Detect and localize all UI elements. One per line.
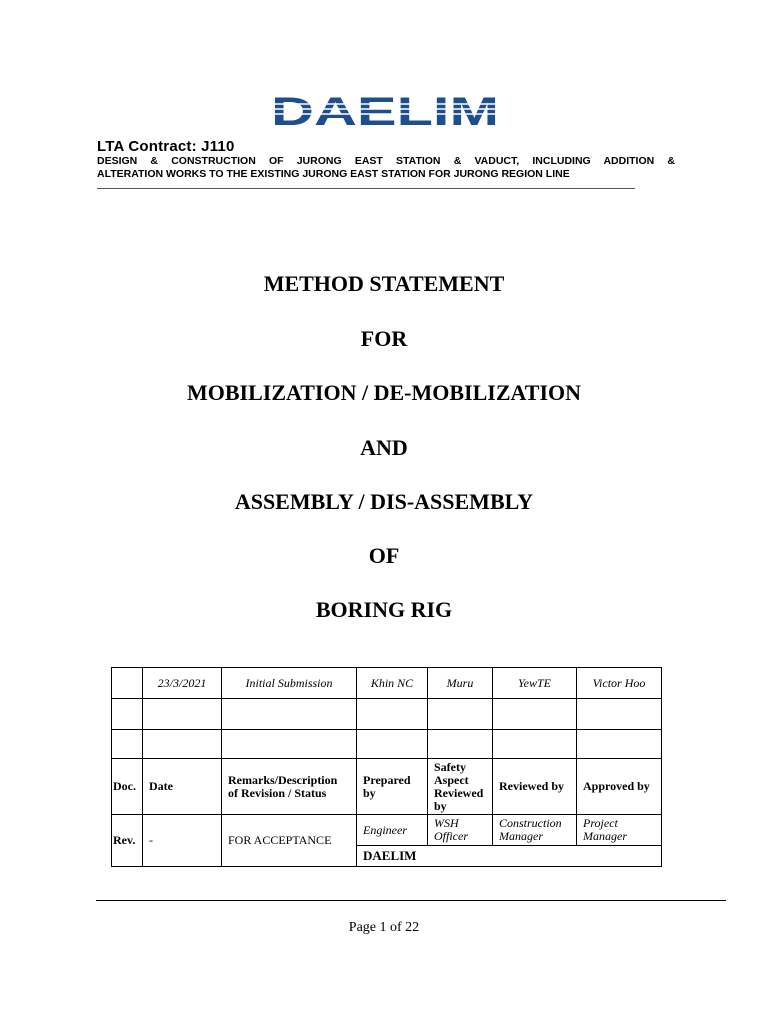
header-remarks: Remarks/Description of Revision / Status — [222, 759, 357, 815]
reviewed-role: Construction Manager — [493, 815, 577, 846]
table-cell — [112, 699, 143, 730]
contract-number: LTA Contract: J110 — [97, 138, 235, 155]
title-line-6: OF — [368, 543, 400, 568]
title-line-4: AND — [360, 435, 408, 460]
revision-date: 23/3/2021 — [143, 668, 222, 699]
prepared-role: Engineer — [357, 815, 428, 846]
title-line-2: FOR — [360, 326, 408, 351]
revision-table — [111, 667, 662, 867]
header-doc: Doc. — [112, 759, 143, 815]
table-cell — [493, 699, 577, 730]
project-description-line-1: DESIGN & CONSTRUCTION OF JURONG EAST STATION & VADUCT, INCLUDING ADDITION & — [97, 155, 675, 167]
safety-reviewer-name: Muru — [428, 668, 493, 699]
daelim-logo — [270, 92, 500, 128]
table-cell — [222, 730, 357, 759]
prepared-by-name: Khin NC — [357, 668, 428, 699]
table-cell — [577, 730, 662, 759]
company-name: DAELIM — [357, 846, 662, 867]
table-cell — [357, 699, 428, 730]
table-cell — [577, 699, 662, 730]
header-reviewed: Reviewed by — [493, 759, 577, 815]
header-approved: Approved by — [577, 759, 662, 815]
revision-remarks: Initial Submission — [222, 668, 357, 699]
approver-name: Victor Hoo — [577, 668, 662, 699]
table-cell — [222, 699, 357, 730]
table-header-row — [112, 759, 662, 815]
table-row — [112, 668, 662, 699]
table-cell — [112, 668, 143, 699]
header-safety: Safety Aspect Reviewed by — [428, 759, 493, 815]
project-description-line-2: ALTERATION WORKS TO THE EXISTING JURONG EAST STATION FOR JURONG REGION LINE — [97, 168, 570, 180]
table-cell — [428, 699, 493, 730]
project-description — [97, 155, 675, 181]
header-date: Date — [143, 759, 222, 815]
rev-status: FOR ACCEPTANCE — [222, 815, 357, 867]
header-divider — [97, 188, 635, 189]
title-line-5: ASSEMBLY / DIS-ASSEMBLY — [234, 489, 534, 514]
table-cell — [143, 730, 222, 759]
header-prepared: Prepared by — [357, 759, 428, 815]
table-row — [112, 730, 662, 759]
approved-role: Project Manager — [577, 815, 662, 846]
title-line-1: METHOD STATEMENT — [263, 271, 505, 296]
safety-role: WSH Officer — [428, 815, 493, 846]
table-cell — [493, 730, 577, 759]
table-cell — [143, 699, 222, 730]
reviewer-name: YewTE — [493, 668, 577, 699]
table-cell — [428, 730, 493, 759]
title-line-3: MOBILIZATION / DE-MOBILIZATION — [186, 380, 582, 405]
rev-date: - — [143, 815, 222, 867]
table-row — [112, 699, 662, 730]
table-cell — [357, 730, 428, 759]
title-line-7: BORING RIG — [315, 597, 453, 622]
table-cell — [112, 730, 143, 759]
table-row — [112, 815, 662, 846]
footer-divider — [96, 900, 726, 901]
rev-label: Rev. — [112, 815, 143, 867]
page-number: Page 1 of 22 — [348, 920, 420, 935]
logo-wordmark: DAELIM — [271, 92, 499, 128]
